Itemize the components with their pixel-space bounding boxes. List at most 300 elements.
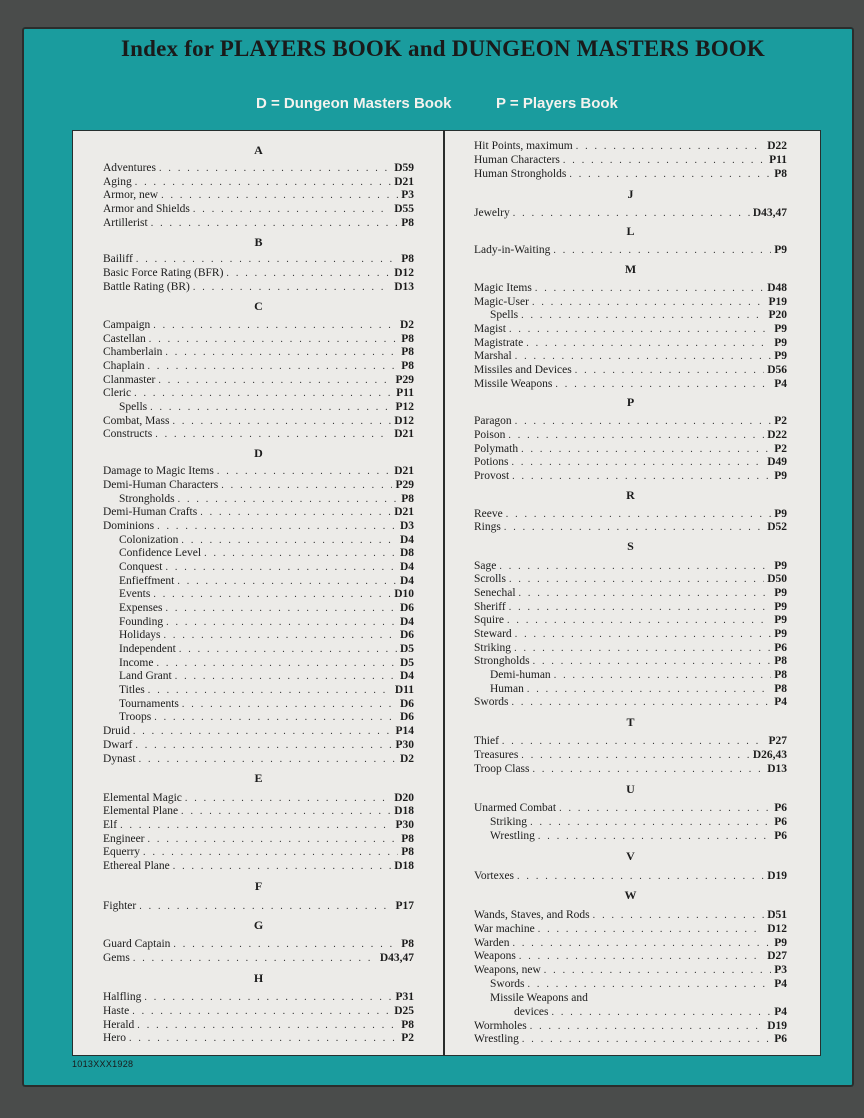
index-entry bbox=[103, 188, 414, 202]
index-entry bbox=[119, 642, 414, 656]
entry-term: Reeve bbox=[474, 508, 503, 520]
index-entry bbox=[474, 322, 787, 336]
index-entry bbox=[119, 615, 414, 629]
section-letter: S bbox=[627, 539, 634, 553]
page-title: Index for PLAYERS BOOK and DUNGEON MASTERS BOOK bbox=[121, 36, 765, 61]
entry-page-ref: P6 bbox=[774, 830, 787, 842]
dot-leader bbox=[200, 506, 391, 520]
entry-term: Human Characters bbox=[474, 154, 560, 166]
index-entry bbox=[119, 628, 414, 642]
entry-page-ref: P9 bbox=[774, 937, 787, 949]
entry-term: Independent bbox=[119, 643, 176, 655]
dot-leader bbox=[144, 991, 392, 1005]
index-entry bbox=[103, 478, 414, 492]
index-entry bbox=[474, 1019, 787, 1033]
index-entry bbox=[119, 533, 414, 547]
index-entry bbox=[474, 153, 787, 167]
dot-leader bbox=[509, 573, 764, 587]
section-letter: P bbox=[626, 395, 635, 409]
index-entry bbox=[474, 936, 787, 950]
entry-page-ref: P11 bbox=[769, 154, 787, 166]
section-letter: J bbox=[627, 187, 634, 201]
dot-leader bbox=[521, 309, 765, 323]
entry-page-ref: P9 bbox=[774, 628, 787, 640]
entry-page-ref: P8 bbox=[774, 669, 787, 681]
section-letter: L bbox=[626, 224, 635, 238]
index-entry bbox=[474, 349, 787, 363]
dot-leader bbox=[569, 168, 771, 182]
dot-leader bbox=[508, 429, 764, 443]
entry-term: Strongholds bbox=[119, 493, 175, 505]
section-letter: B bbox=[254, 235, 263, 249]
dot-leader bbox=[193, 203, 391, 217]
entry-term: Confidence Level bbox=[119, 547, 202, 559]
entry-page-ref: P9 bbox=[774, 587, 787, 599]
entry-term: Castellan bbox=[103, 333, 146, 345]
dot-leader bbox=[129, 1032, 398, 1046]
entry-term: Thief bbox=[474, 735, 499, 747]
dot-leader bbox=[559, 802, 771, 816]
entry-page-ref: D2 bbox=[399, 753, 414, 765]
index-entry bbox=[103, 280, 414, 294]
entry-page-ref: P9 bbox=[774, 350, 787, 362]
entry-page-ref: P8 bbox=[401, 846, 414, 858]
entry-term: devices bbox=[514, 1006, 549, 1018]
dot-leader bbox=[139, 900, 392, 914]
entry-term: Artillerist bbox=[103, 217, 148, 229]
entry-term: Missiles and Devices bbox=[474, 364, 572, 376]
section-letter: F bbox=[254, 879, 263, 893]
entry-page-ref: D51 bbox=[767, 909, 787, 921]
dot-leader bbox=[563, 154, 766, 168]
entry-page-ref: D2 bbox=[399, 319, 414, 331]
entry-page-ref: D6 bbox=[399, 629, 414, 641]
entry-page-ref: D6 bbox=[399, 698, 414, 710]
index-entry bbox=[490, 977, 787, 991]
index-entry bbox=[474, 428, 787, 442]
dot-leader bbox=[204, 547, 397, 561]
entry-page-ref: P31 bbox=[395, 991, 414, 1003]
index-entry bbox=[103, 738, 414, 752]
dot-leader bbox=[154, 711, 397, 725]
entry-page-ref: P9 bbox=[774, 323, 787, 335]
entry-page-ref: P2 bbox=[774, 443, 787, 455]
entry-term: Magic-User bbox=[474, 296, 529, 308]
index-entry bbox=[103, 832, 414, 846]
dot-leader bbox=[133, 725, 393, 739]
entry-term: Basic Force Rating (BFR) bbox=[103, 267, 224, 279]
dot-leader bbox=[515, 415, 772, 429]
entry-page-ref: P3 bbox=[774, 964, 787, 976]
dot-leader bbox=[217, 465, 391, 479]
legend-players: P = Players Book bbox=[496, 95, 618, 112]
index-entry bbox=[103, 937, 414, 951]
dot-leader bbox=[181, 805, 391, 819]
dot-leader bbox=[509, 323, 771, 337]
index-entry bbox=[474, 139, 787, 153]
index-panel bbox=[72, 130, 821, 1056]
index-entry bbox=[474, 734, 787, 748]
entry-term: Events bbox=[119, 588, 151, 600]
dot-leader bbox=[538, 923, 764, 937]
index-entry bbox=[474, 613, 787, 627]
entry-term: Campaign bbox=[103, 319, 151, 331]
dot-leader bbox=[551, 1006, 771, 1020]
entry-page-ref: D20 bbox=[394, 792, 414, 804]
dot-leader bbox=[502, 735, 766, 749]
dot-leader bbox=[576, 140, 764, 154]
index-entry bbox=[474, 414, 787, 428]
entry-page-ref: D43,47 bbox=[379, 952, 414, 964]
entry-page-ref: D3 bbox=[399, 520, 414, 532]
dot-leader bbox=[575, 364, 764, 378]
index-entry bbox=[103, 359, 414, 373]
dot-leader bbox=[175, 670, 397, 684]
dot-leader bbox=[151, 217, 399, 231]
entry-page-ref: P2 bbox=[401, 1032, 414, 1044]
entry-page-ref: D4 bbox=[399, 561, 414, 573]
entry-page-ref: D19 bbox=[767, 870, 787, 882]
entry-page-ref: P4 bbox=[774, 378, 787, 390]
index-entry bbox=[474, 377, 787, 391]
dot-leader bbox=[221, 479, 392, 493]
entry-term: Demi-Human Crafts bbox=[103, 506, 198, 518]
entry-page-ref: P8 bbox=[774, 655, 787, 667]
index-entry bbox=[119, 574, 414, 588]
entry-term: Wrestling bbox=[474, 1033, 519, 1045]
dot-leader bbox=[226, 267, 391, 281]
dot-leader bbox=[593, 909, 765, 923]
dot-leader bbox=[522, 1033, 771, 1047]
index-entry bbox=[119, 669, 414, 683]
index-entry bbox=[490, 668, 787, 682]
index-entry bbox=[474, 559, 787, 573]
index-entry bbox=[103, 345, 414, 359]
index-entry bbox=[103, 804, 414, 818]
entry-term: Armor and Shields bbox=[103, 203, 190, 215]
entry-term: Provost bbox=[474, 470, 510, 482]
entry-page-ref: D27 bbox=[767, 950, 787, 962]
entry-term: Sheriff bbox=[474, 601, 506, 613]
entry-page-ref: D18 bbox=[394, 860, 414, 872]
index-entry bbox=[474, 363, 787, 377]
entry-page-ref: D22 bbox=[767, 429, 787, 441]
entry-page-ref: D21 bbox=[394, 465, 414, 477]
entry-term: Hit Points, maximum bbox=[474, 140, 573, 152]
dot-leader bbox=[159, 162, 391, 176]
index-entry bbox=[474, 336, 787, 350]
entry-term: Aging bbox=[103, 176, 132, 188]
entry-page-ref: D5 bbox=[399, 643, 414, 655]
entry-page-ref: P9 bbox=[774, 470, 787, 482]
entry-page-ref: D56 bbox=[767, 364, 787, 376]
entry-term: Damage to Magic Items bbox=[103, 465, 214, 477]
entry-term: Lady-in-Waiting bbox=[474, 244, 551, 256]
index-entry bbox=[474, 949, 787, 963]
entry-term: Warden bbox=[474, 937, 510, 949]
index-entry bbox=[490, 308, 787, 322]
entry-page-ref: P6 bbox=[774, 642, 787, 654]
dot-leader bbox=[504, 521, 764, 535]
entry-page-ref: P8 bbox=[401, 360, 414, 372]
index-entry bbox=[474, 922, 787, 936]
entry-page-ref: D12 bbox=[394, 267, 414, 279]
index-entry bbox=[119, 560, 414, 574]
entry-page-ref: P8 bbox=[401, 833, 414, 845]
entry-term: Dynast bbox=[103, 753, 136, 765]
index-entry bbox=[103, 519, 414, 533]
entry-page-ref: D21 bbox=[394, 428, 414, 440]
entry-term: Troops bbox=[119, 711, 152, 723]
entry-page-ref: P9 bbox=[774, 560, 787, 572]
index-entry bbox=[103, 216, 414, 230]
index-entry bbox=[474, 641, 787, 655]
entry-page-ref: D13 bbox=[767, 763, 787, 775]
entry-term: Ethereal Plane bbox=[103, 860, 170, 872]
entry-term: Constructs bbox=[103, 428, 153, 440]
entry-page-ref: D21 bbox=[394, 506, 414, 518]
section-letter: E bbox=[254, 771, 263, 785]
dot-leader bbox=[148, 684, 392, 698]
entry-term: Marshal bbox=[474, 350, 512, 362]
index-entry bbox=[474, 908, 787, 922]
section-letter: G bbox=[253, 918, 264, 932]
entry-page-ref: D11 bbox=[394, 684, 414, 696]
legend bbox=[0, 95, 864, 119]
entry-term: Steward bbox=[474, 628, 512, 640]
dot-leader bbox=[530, 816, 771, 830]
entry-page-ref: P4 bbox=[774, 696, 787, 708]
dot-leader bbox=[165, 346, 398, 360]
entry-term: Striking bbox=[490, 816, 528, 828]
index-entry bbox=[119, 587, 414, 601]
entry-term: Clanmaster bbox=[103, 374, 156, 386]
entry-term: Herald bbox=[103, 1019, 135, 1031]
entry-term: Hero bbox=[103, 1032, 126, 1044]
section-letter: W bbox=[624, 888, 637, 902]
entry-term: Missile Weapons bbox=[474, 378, 553, 390]
entry-page-ref: P9 bbox=[774, 508, 787, 520]
section-letter: R bbox=[626, 488, 635, 502]
dot-leader bbox=[513, 207, 750, 221]
index-entry bbox=[103, 752, 414, 766]
dot-leader bbox=[165, 561, 396, 575]
entry-term: Combat, Mass bbox=[103, 415, 170, 427]
entry-term: Adventures bbox=[103, 162, 157, 174]
section-letter: T bbox=[626, 715, 635, 729]
entry-page-ref: P4 bbox=[774, 978, 787, 990]
index-entry bbox=[103, 990, 414, 1004]
index-entry bbox=[474, 963, 787, 977]
index-entry bbox=[119, 697, 414, 711]
entry-term: Wands, Staves, and Rods bbox=[474, 909, 590, 921]
index-entry bbox=[103, 318, 414, 332]
entry-page-ref: P20 bbox=[768, 309, 787, 321]
index-entry bbox=[474, 469, 787, 483]
dot-leader bbox=[157, 520, 397, 534]
index-entry bbox=[119, 492, 414, 506]
entry-page-ref: D6 bbox=[399, 602, 414, 614]
dot-leader bbox=[553, 244, 771, 258]
entry-term: Spells bbox=[490, 309, 519, 321]
entry-page-ref: P8 bbox=[774, 683, 787, 695]
entry-term: Chaplain bbox=[103, 360, 145, 372]
entry-term: Human bbox=[490, 683, 524, 695]
index-entry bbox=[474, 627, 787, 641]
entry-page-ref: D48 bbox=[767, 282, 787, 294]
entry-page-ref: P8 bbox=[401, 333, 414, 345]
entry-page-ref: D26,43 bbox=[752, 749, 787, 761]
index-entry bbox=[103, 386, 414, 400]
dot-leader bbox=[533, 763, 765, 777]
entry-page-ref: D55 bbox=[394, 203, 414, 215]
index-entry bbox=[119, 656, 414, 670]
entry-term: Armor, new bbox=[103, 189, 159, 201]
index-entry bbox=[119, 601, 414, 615]
entry-page-ref: D4 bbox=[399, 670, 414, 682]
entry-page-ref: D5 bbox=[399, 657, 414, 669]
section-letter: U bbox=[626, 782, 635, 796]
entry-term: Poison bbox=[474, 429, 506, 441]
entry-page-ref: P8 bbox=[401, 493, 414, 505]
entry-term: Magic Items bbox=[474, 282, 532, 294]
entry-term: Chamberlain bbox=[103, 346, 163, 358]
entry-term: Vortexes bbox=[474, 870, 515, 882]
entry-term: War machine bbox=[474, 923, 535, 935]
entry-page-ref: P27 bbox=[768, 735, 787, 747]
entry-term: Sage bbox=[474, 560, 497, 572]
index-entry bbox=[490, 991, 787, 1005]
index-entry bbox=[119, 683, 414, 697]
dot-leader bbox=[150, 401, 392, 415]
entry-page-ref: D4 bbox=[399, 616, 414, 628]
index-entry bbox=[474, 281, 787, 295]
index-entry bbox=[103, 464, 414, 478]
dot-leader bbox=[120, 819, 392, 833]
dot-leader bbox=[135, 739, 392, 753]
entry-page-ref: D6 bbox=[399, 711, 414, 723]
entry-term: Unarmed Combat bbox=[474, 802, 557, 814]
dot-leader bbox=[134, 387, 393, 401]
entry-term: Scrolls bbox=[474, 573, 506, 585]
dot-leader bbox=[515, 350, 772, 364]
entry-term: Colonization bbox=[119, 534, 179, 546]
entry-page-ref: D12 bbox=[767, 923, 787, 935]
entry-page-ref: P30 bbox=[395, 739, 414, 751]
entry-term: Weapons bbox=[474, 950, 516, 962]
dot-leader bbox=[173, 860, 391, 874]
entry-page-ref: P9 bbox=[774, 614, 787, 626]
entry-page-ref: P4 bbox=[774, 1006, 787, 1018]
entry-term: Demi-Human Characters bbox=[103, 479, 219, 491]
entry-page-ref: P8 bbox=[401, 938, 414, 950]
entry-page-ref: D49 bbox=[767, 456, 787, 468]
index-entry bbox=[474, 167, 787, 181]
index-entry bbox=[474, 600, 787, 614]
entry-term: Dominions bbox=[103, 520, 155, 532]
entry-page-ref: P8 bbox=[401, 253, 414, 265]
entry-term: Striking bbox=[474, 642, 512, 654]
index-entry bbox=[103, 373, 414, 387]
entry-page-ref: P9 bbox=[774, 244, 787, 256]
index-entry bbox=[103, 414, 414, 428]
dot-leader bbox=[528, 978, 772, 992]
index-entry bbox=[119, 546, 414, 560]
index-entry bbox=[474, 442, 787, 456]
dot-leader bbox=[153, 319, 397, 333]
index-entry bbox=[103, 202, 414, 216]
entry-term: Enfieffment bbox=[119, 575, 175, 587]
dot-leader bbox=[139, 753, 397, 767]
index-entry bbox=[103, 161, 414, 175]
entry-page-ref: D22 bbox=[767, 140, 787, 152]
entry-page-ref: D13 bbox=[394, 281, 414, 293]
index-entry bbox=[103, 175, 414, 189]
entry-page-ref: P9 bbox=[774, 601, 787, 613]
dot-leader bbox=[164, 629, 397, 643]
entry-term: Troop Class bbox=[474, 763, 530, 775]
index-entry bbox=[474, 206, 787, 220]
entry-term: Fighter bbox=[103, 900, 137, 912]
index-entry bbox=[474, 455, 787, 469]
entry-term: Jewelry bbox=[474, 207, 510, 219]
entry-term: Paragon bbox=[474, 415, 512, 427]
dot-leader bbox=[519, 950, 764, 964]
entry-term: Haste bbox=[103, 1005, 130, 1017]
index-entry bbox=[103, 252, 414, 266]
index-entry bbox=[474, 520, 787, 534]
section-letter: H bbox=[253, 971, 264, 985]
section-letter: A bbox=[254, 143, 263, 157]
index-entry bbox=[103, 266, 414, 280]
index-entry bbox=[103, 724, 414, 738]
entry-term: Demi-human bbox=[490, 669, 551, 681]
index-entry bbox=[474, 654, 787, 668]
entry-term: Bailiff bbox=[103, 253, 133, 265]
dot-leader bbox=[555, 378, 771, 392]
dot-leader bbox=[521, 749, 750, 763]
dot-leader bbox=[153, 588, 391, 602]
section-letter: M bbox=[624, 262, 637, 276]
dot-leader bbox=[544, 964, 771, 978]
dot-leader bbox=[155, 428, 391, 442]
index-entry bbox=[474, 243, 787, 257]
index-entry bbox=[474, 295, 787, 309]
index-entry bbox=[103, 427, 414, 441]
dot-leader bbox=[535, 282, 764, 296]
entry-term: Weapons, new bbox=[474, 964, 541, 976]
entry-page-ref: P8 bbox=[774, 168, 787, 180]
entry-term: Senechal bbox=[474, 587, 516, 599]
legend-dm: D = Dungeon Masters Book bbox=[256, 95, 452, 112]
index-entry bbox=[103, 818, 414, 832]
entry-page-ref: D12 bbox=[394, 415, 414, 427]
entry-page-ref: P19 bbox=[768, 296, 787, 308]
entry-page-ref: P9 bbox=[774, 337, 787, 349]
entry-page-ref: P6 bbox=[774, 816, 787, 828]
index-entry bbox=[474, 507, 787, 521]
index-entry bbox=[474, 695, 787, 709]
index-entry bbox=[119, 710, 414, 724]
index-entry bbox=[474, 1032, 787, 1046]
index-entry bbox=[103, 859, 414, 873]
index-entry bbox=[103, 899, 414, 913]
entry-page-ref: P6 bbox=[774, 1033, 787, 1045]
dot-leader bbox=[161, 189, 398, 203]
entry-term: Land Grant bbox=[119, 670, 172, 682]
entry-term: Founding bbox=[119, 616, 164, 628]
entry-term: Equerry bbox=[103, 846, 141, 858]
